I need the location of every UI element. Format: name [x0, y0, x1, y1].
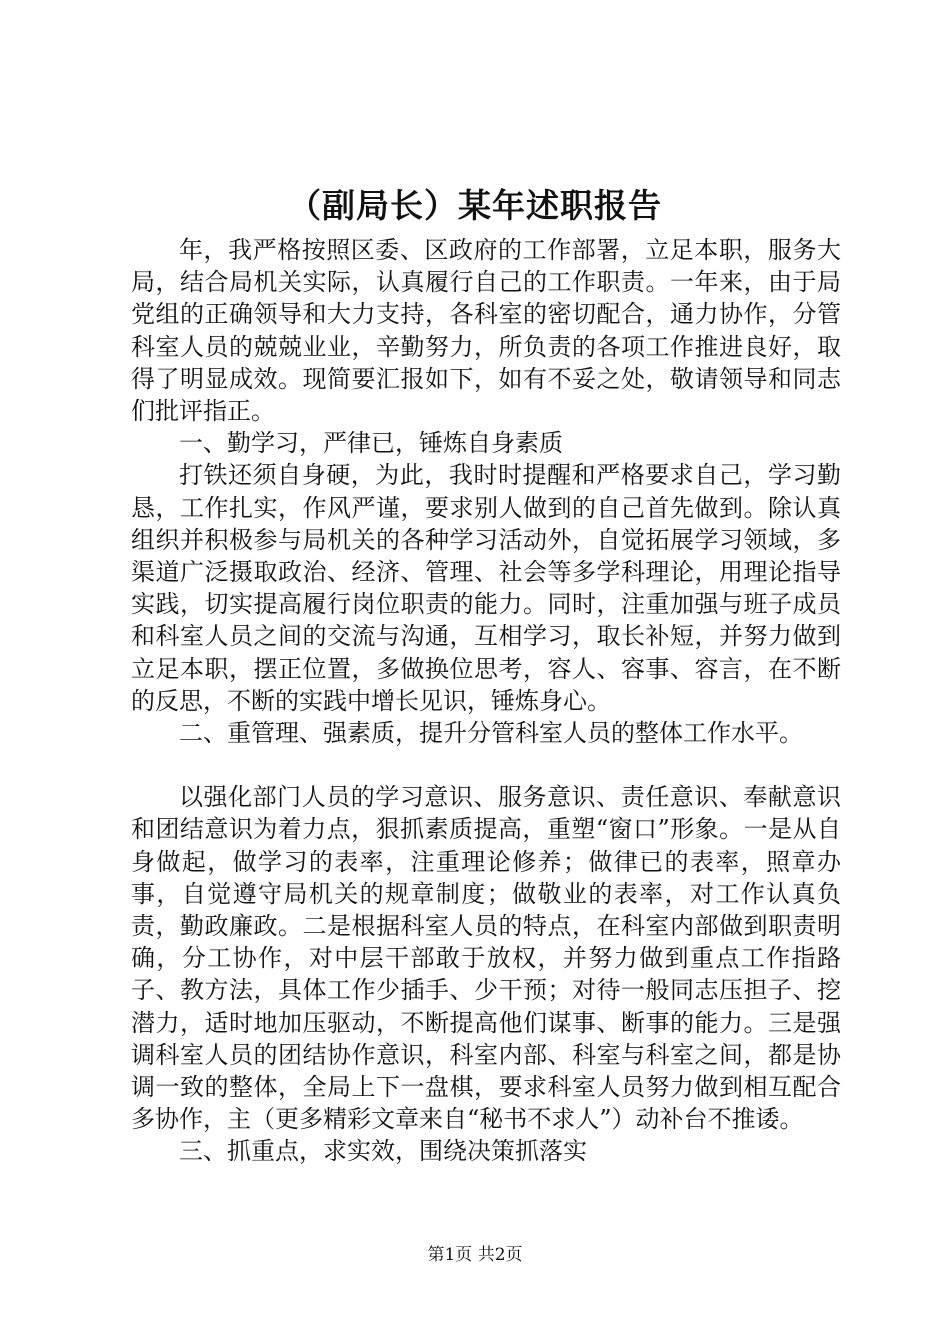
paragraph-intro: 年，我严格按照区委、区政府的工作部署，立足本职，服务大局，结合局机关实际，认真履行自己的工作职责。一年来，由于局党组的正确领导和大力支持，各科室的密切配合，通力协作，分管科室人员的兢兢业业，辛勤努力，所负责的各项工作推进良好，取得了明显成效。现简要汇报如下，如有不妥之处，敬请领导和同志们批评指正。: [131, 236, 841, 426]
section-heading-3: 三、抓重点，求实效，围绕决策抓落实: [179, 1137, 587, 1166]
section-heading-1: 一、勤学习，严律已，锤炼自身素质: [179, 429, 563, 458]
document-body: [131, 234, 841, 1168]
page-number-footer: 第1页 共2页: [427, 1245, 523, 1265]
document-title: （副局长）某年述职报告: [288, 186, 662, 225]
section-heading-2: 二、重管理、强素质，提升分管科室人员的整体工作水平。: [179, 719, 803, 748]
paragraph-section-2: 以强化部门人员的学习意识、服务意识、责任意识、奉献意识和团结意识为着力点，狠抓素质提高，重塑“窗口”形象。一是从自身做起，做学习的表率，注重理论修养；做律已的表率，照章办事，自觉遵守局机关的规章制度；做敬业的表率，对工作认真负责，勤政廉政。二是根据科室人员的特点，在科室内部做到职责明确，分工协作，对中层干部敢于放权，并努力做到重点工作指路子、教方法，具体工作少插手、少干预；对待一般同志压担子、挖潜力，适时地加压驱动，不断提高他们谋事、断事的能力。三是强调科室人员的团结协作意识，科室内部、科室与科室之间，都是协调一致的整体，全局上下一盘棋，要求科室人员努力做到相互配合多协作，主（更多精彩文章来自“秘书不求人”）动补台不推诿。: [131, 783, 841, 1134]
paragraph-section-1: 打铁还须自身硬，为此，我时时提醒和严格要求自己，学习勤恳，工作扎实，作风严谨，要求别人做到的自己首先做到。除认真组织并积极参与局机关的各种学习活动外，自觉拓展学习领域，多渠道广泛摄取政治、经济、管理、社会等多学科理论，用理论指导实践，切实提高履行岗位职责的能力。同时，注重加强与班子成员和科室人员之间的交流与沟通，互相学习，取长补短，并努力做到立足本职，摆正位置，多做换位思考，容人、容事、容言，在不断的反思，不断的实践中增长见识，锤炼身心。: [131, 461, 841, 715]
